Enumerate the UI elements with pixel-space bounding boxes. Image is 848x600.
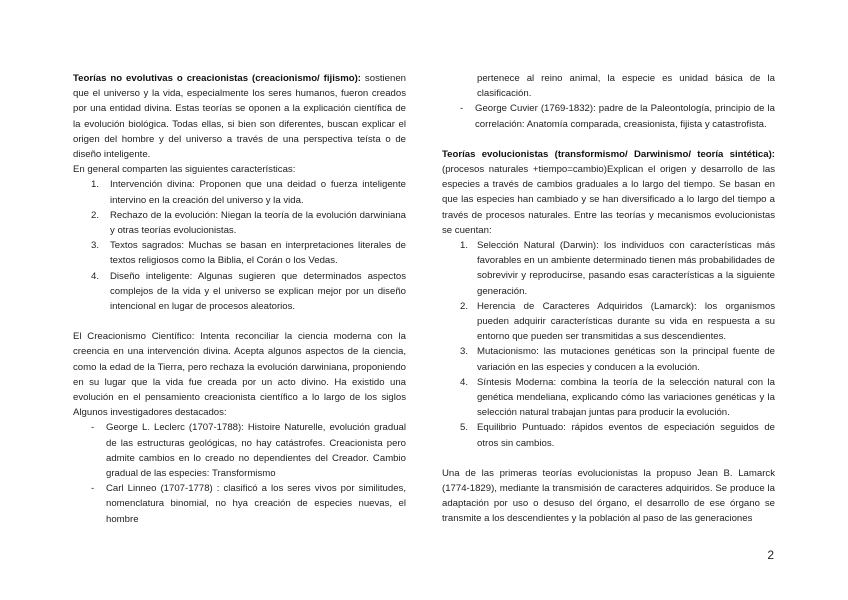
list-item-text: Rechazo de la evolución: Niegan la teoría de la evolución darwiniana y otras teorías evolucionistas. [110, 209, 406, 237]
list-number: 4. [460, 376, 469, 388]
list-item [73, 208, 406, 238]
characteristics-intro: En general comparten las siguientes características: [73, 164, 296, 176]
list-item [73, 420, 406, 481]
list-item-text: Textos sagrados: Muchas se basan en interpretaciones literales de textos religiosos como la Biblia, el Corán o los Vedas. [110, 240, 406, 267]
evolutionary-mechanisms-list [442, 238, 775, 451]
list-number: 4. [91, 270, 100, 282]
list-number: 1. [91, 179, 100, 191]
paragraph-spacer [442, 451, 775, 466]
creationist-researchers-list [73, 420, 406, 526]
bullet-dash: - [91, 483, 95, 495]
list-item [73, 238, 406, 268]
list-number: 2. [91, 209, 100, 221]
list-item-text: George L. Leclerc (1707-1788): Histoire Naturelle, evolución gradual de las estructuras geológicas, no hay catástrofes. Creacionista pero admite cambios en lo creado no dependientes del Creador. Cambio gradual de las especies: Transformismo [106, 422, 406, 480]
list-item-text: Selección Natural (Darwin): los individuos con características más favorables en un ambiente determinado tienen más probabilidades de sobrevivir y reproducirse, pasando esas características a la siguiente generación. [477, 240, 775, 297]
evolutionary-text: (procesos naturales +tiempo=cambio)Explican el origen y desarrollo de las especies a través de cambios graduales a lo largo del tiempo. Se basan en que las especies han cambiado y se han diversificado a lo largo del tiempo a través de procesos naturales. Entre las teorías y mecanismos evolucionistas se cuentan: [442, 164, 775, 236]
lamarck-paragraph: Una de las primeras teorías evolucionistas la propuso Jean B. Lamarck (1774-1829), mediante la transmisión de caracteres adquiridos. Se produce la adaptación por uso o desuso del órgano, el desarrollo de ese órgano se transmite a los descendientes y la población al paso de las generaciones [442, 467, 775, 525]
list-item-text: Síntesis Moderna: combina la teoría de la selección natural con la genética mendeliana, explicando cómo las variaciones genéticas y la selección natural trabajan juntas para producir la evolución. [477, 376, 775, 419]
list-item [442, 238, 775, 299]
list-number: 3. [91, 240, 100, 252]
list-item-text: George Cuvier (1769-1832): padre de la Paleontología, principio de la correlación: Anatomía comparada, creasionista, fijista y catastrofista. [475, 103, 775, 130]
bullet-dash: - [460, 103, 464, 115]
characteristics-list [73, 177, 406, 314]
list-number: 5. [460, 422, 469, 434]
list-item [442, 344, 775, 374]
paragraph-spacer [442, 132, 775, 147]
list-item-text: Mutacionismo: las mutaciones genéticas son la principal fuente de variación en las especies y conducen a la evolución. [477, 346, 775, 373]
list-item [442, 420, 775, 450]
list-item-text: Equilibrio Puntuado: rápidos eventos de especiación seguidos de otros sin cambios. [477, 422, 775, 449]
paragraph-spacer [73, 314, 406, 329]
list-item-text: Diseño inteligente: Algunas sugieren que determinados aspectos complejos de la vida y el universo se explican mejor por un diseño intencional en lugar de procesos aleatorios. [110, 270, 406, 313]
list-item [442, 101, 775, 131]
bullet-dash: - [91, 422, 95, 434]
evolutionary-heading: Teorías evolucionistas (transformismo/ Darwinismo/ teoría sintética): [442, 148, 775, 160]
list-number: 1. [460, 240, 469, 252]
cuvier-list [442, 101, 775, 131]
page-number: 2 [767, 548, 774, 562]
non-evolutionary-text: sostienen que el universo y la vida, especialmente los seres humanos, fueron creados por una entidad divina. Estas teorías se oponen a la explicación científica de la evolución biológica. Todas ellas, si bien son diferentes, buscan explicar el origen del hombre y del universo a través de una perspectiva teísta o de diseño inteligente. [73, 73, 407, 161]
list-item-text: Intervención divina: Proponen que una deidad o fuerza inteligente intervino en la creación del universo y la vida. [110, 179, 406, 206]
non-evolutionary-heading: Teorías no evolutivas o creacionistas (creacionismo/ fijismo): [73, 73, 361, 84]
right-column [442, 71, 775, 527]
linneo-continuation: pertenece al reino animal, la especie es unidad básica de la clasificación. [477, 73, 775, 100]
list-item [442, 299, 775, 345]
list-item-text: Herencia de Caracteres Adquiridos (Lamarck): los organismos pueden adquirir características durante su vida en respuesta a su entorno que pueden ser transmitidas a sus descendientes. [477, 300, 775, 343]
scientific-creationism-paragraph: El Creacionismo Científico: Intenta reconciliar la ciencia moderna con la creencia en una intervención divina. Acepta algunos aspectos de la ciencia, como la edad de la Tierra, pero rechaza la evolución darwiniana, proponiendo en su lugar que la vida fue creada por un acto divino. Ha existido una evolución en el pensamiento creacionista científico a lo largo de los siglos Algunos investigadores destacados: [73, 331, 406, 419]
list-number: 3. [460, 346, 469, 358]
list-item [73, 177, 406, 207]
list-item [73, 481, 406, 527]
list-item-text: Carl Linneo (1707-1778) : clasificó a los seres vivos por similitudes, nomenclatura binomial, no hya creación de especies nuevas, el hombre [106, 483, 406, 525]
list-item [73, 269, 406, 315]
list-number: 2. [460, 300, 469, 312]
left-column [73, 71, 406, 527]
evolutionary-paragraph [442, 147, 775, 238]
list-item [442, 375, 775, 421]
non-evolutionary-paragraph [73, 71, 406, 162]
